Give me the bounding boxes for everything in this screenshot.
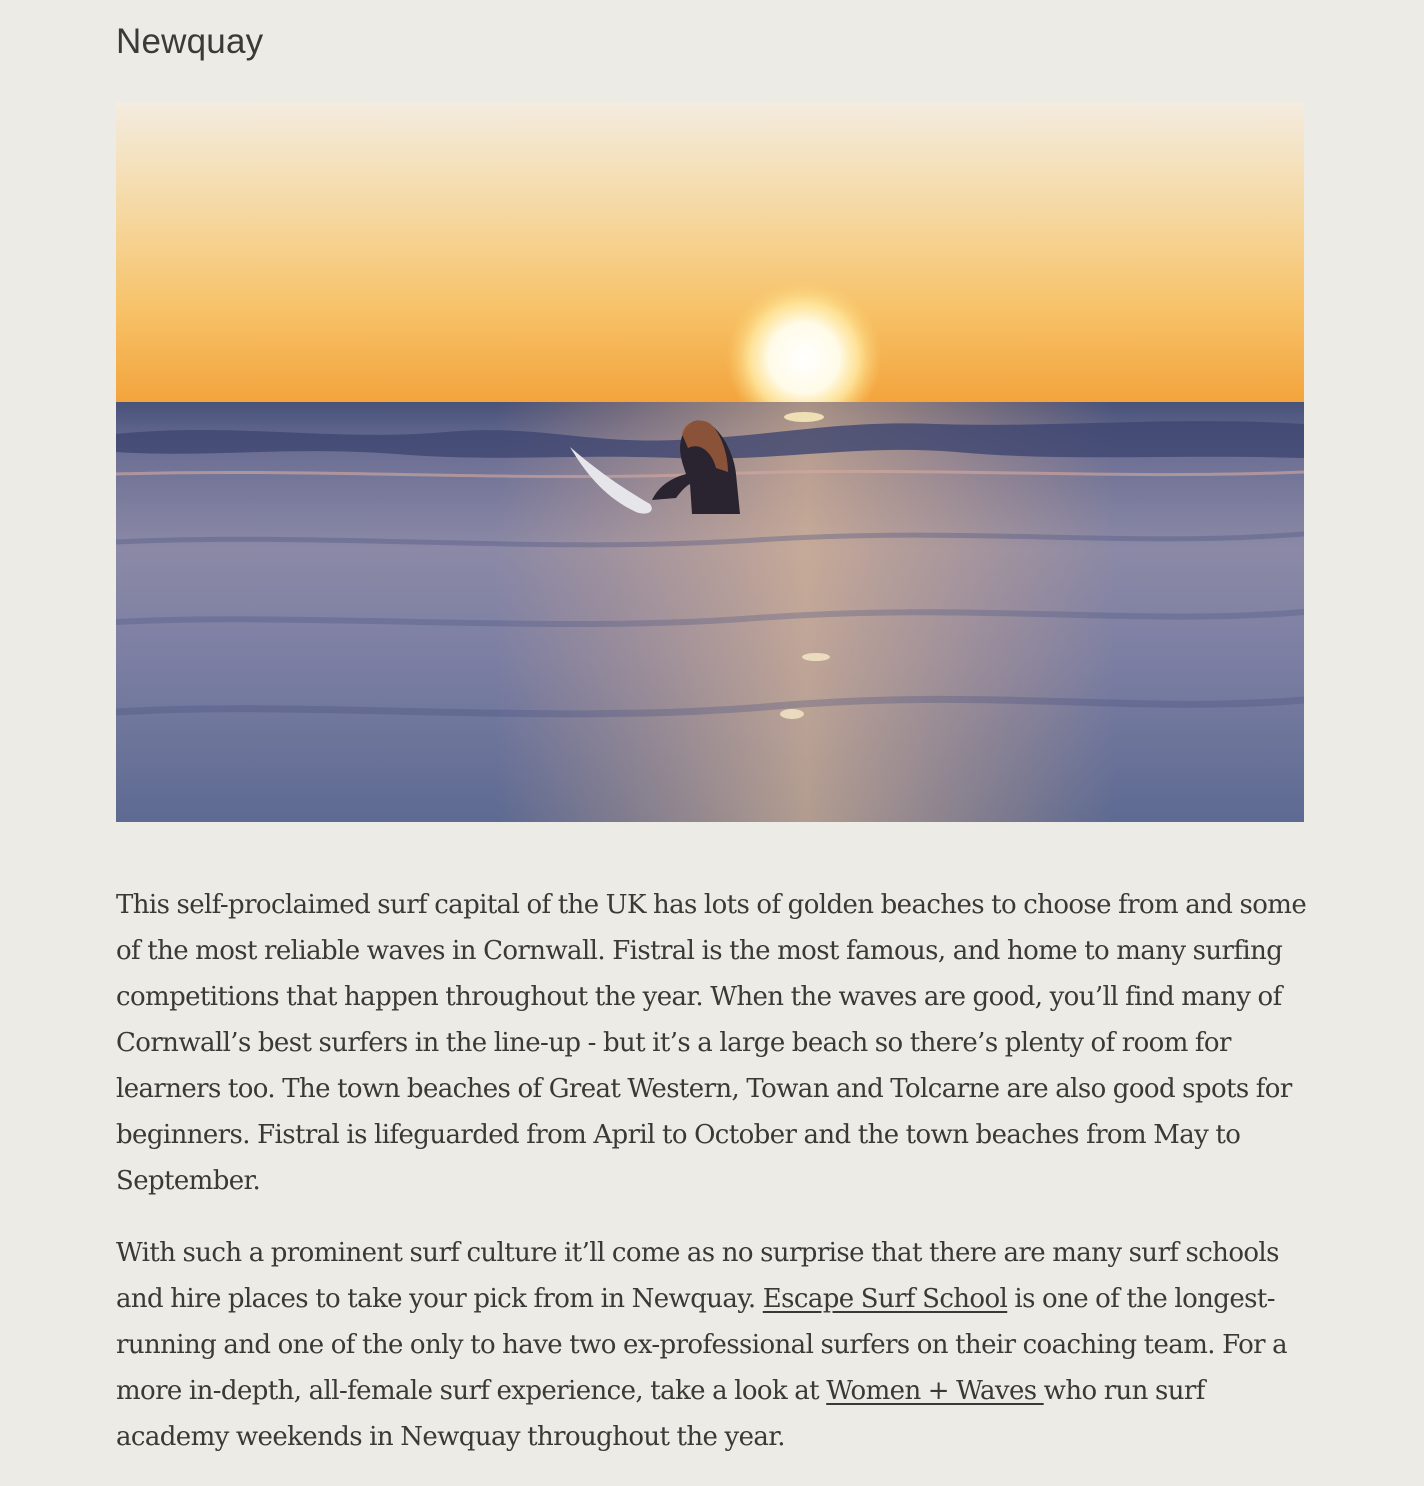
article-paragraph-2: [116, 1230, 1308, 1460]
paragraph-2-text-2: is one of the longest-running and one of the only to have two ex-professional surfers on their coaching team. For a more in-depth, all-female surf experience, take a look at: [116, 1284, 1288, 1406]
section-title: Newquay: [116, 22, 264, 61]
escape-surf-school-link[interactable]: Escape Surf School: [762, 1284, 1008, 1314]
article-body: [116, 882, 1308, 1486]
paragraph-2-text-1: With such a prominent surf culture it’ll come as no surprise that there are many surf schools and hire places to take your pick from in Newquay.: [116, 1238, 1279, 1314]
article-paragraph-1: This self-proclaimed surf capital of the UK has lots of golden beaches to choose from and some of the most reliable waves in Cornwall. Fistral is the most famous, and home to many surfing competitions that happen throughout the year. When the waves are good, you’ll find many of Cornwall’s best surfers in the line-up - but it’s a large beach so there’s plenty of room for learners too. The town beaches of Great Western, Towan and Tolcarne are also good spots for beginners. Fistral is lifeguarded from April to October and the town beaches from May to September.: [116, 890, 1307, 1196]
paragraph-2-text-3: who run surf academy weekends in Newquay throughout the year.: [116, 1376, 1205, 1452]
surfer-sunset-photo-icon: [116, 102, 1304, 822]
hero-image: [116, 102, 1304, 822]
women-waves-link[interactable]: Women + Waves: [826, 1376, 1044, 1406]
